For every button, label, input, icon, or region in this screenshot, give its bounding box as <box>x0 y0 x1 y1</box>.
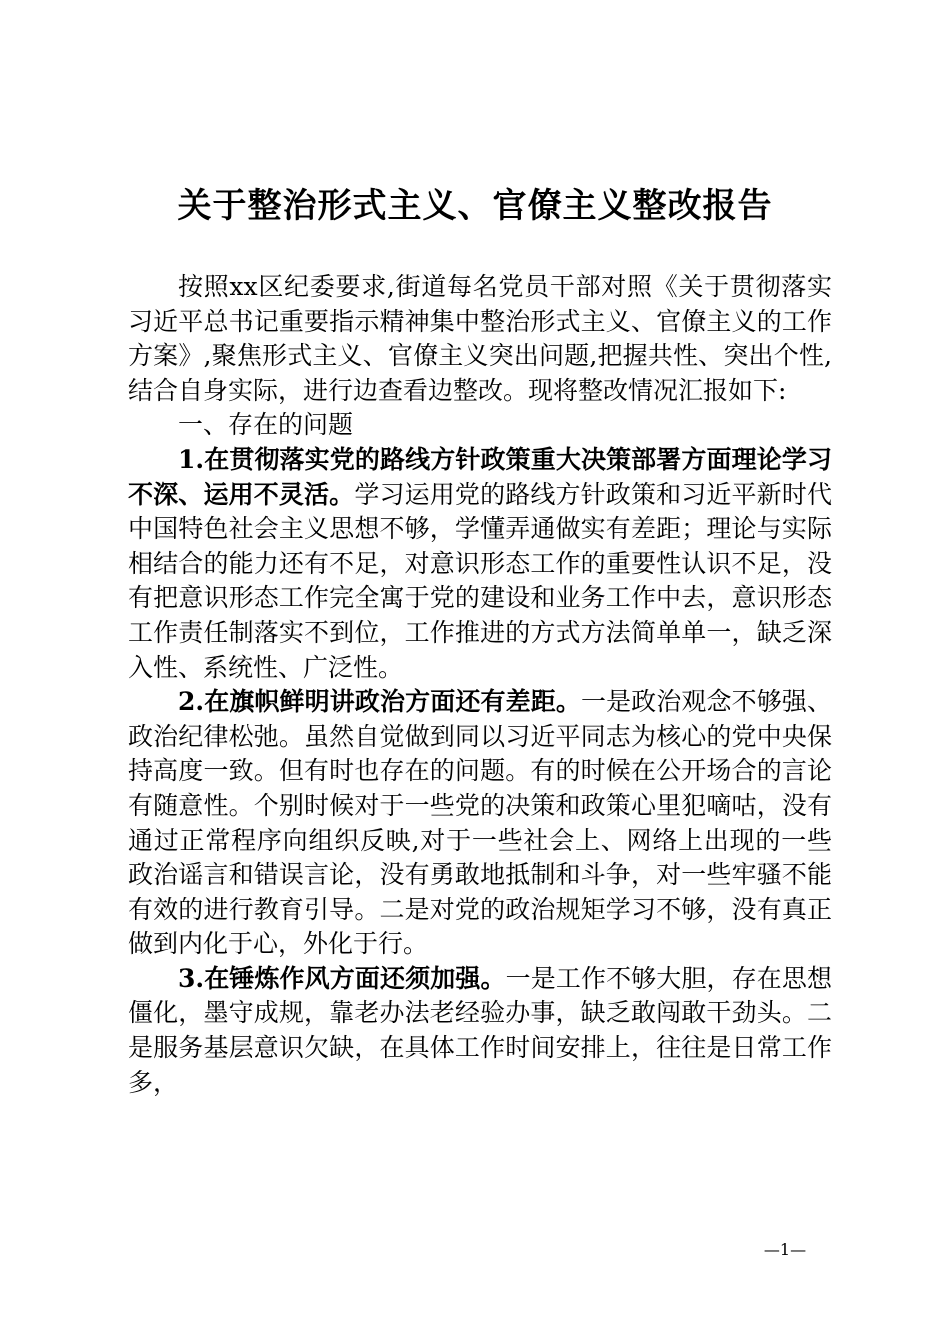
problem-item-3-text: 一是工作不够大胆，存在思想僵化，墨守成规，靠老办法老经验办事，缺乏敢闯敢干劲头。二是服务基层意识欠缺，在具体工作时间安排上，往往是日常工作多， <box>128 963 832 1097</box>
intro-paragraph: 按照xx区纪委要求,街道每名党员干部对照《关于贯彻落实习近平总书记重要指示精神集中整治形式主义、官僚主义的工作方案》,聚焦形式主义、官僚主义突出问题,把握共性、突出个性,结合自身实际，进行边查看边整改。现将整改情况汇报如下: <box>128 272 832 405</box>
problem-item-3 <box>128 962 832 1100</box>
problem-item-2-lead: 2.在旗帜鲜明讲政治方面还有差距。 <box>178 687 581 717</box>
problem-item-2-text: 一是政治观念不够强、政治纪律松弛。虽然自觉做到同以习近平同志为核心的党中央保持高度一致。但有时也存在的问题。有的时候在公开场合的言论有随意性。个别时候对于一些党的决策和政策心里犯嘀咕，没有通过正常程序向组织反映,对于一些社会上、网络上出现的一些政治谣言和错误言论，没有勇敢地抵制和斗争，对一些牢骚不能有效的进行教育引导。二是对党的政治规矩学习不够，没有真正做到内化于心，外化于行。 <box>128 687 832 959</box>
document-body <box>128 270 832 1100</box>
problem-item-1-text: 学习运用党的路线方针政策和习近平新时代中国特色社会主义思想不够，学懂弄通做实有差距；理论与实际相结合的能力还有不足，对意识形态工作的重要性认识不足，没有把意识形态工作完全寓于党的建设和业务工作中去，意识形态工作责任制落实不到位，工作推进的方式方法简单单一，缺乏深入性、系统性、广泛性。 <box>128 479 832 682</box>
document-title: 关于整治形式主义、官僚主义整改报告 <box>177 186 773 226</box>
problem-item-1 <box>128 443 832 685</box>
problem-item-3-lead: 3.在锤炼作风方面还须加强。 <box>178 963 506 993</box>
section-heading: 一、存在的问题 <box>178 410 354 440</box>
page-number: —1— <box>763 1240 807 1259</box>
problem-item-2 <box>128 685 832 962</box>
problem-item-1-lead: 1.在贯彻落实党的路线方针政策重大决策部署方面理论学习不深、运用不灵活。 <box>128 444 832 509</box>
